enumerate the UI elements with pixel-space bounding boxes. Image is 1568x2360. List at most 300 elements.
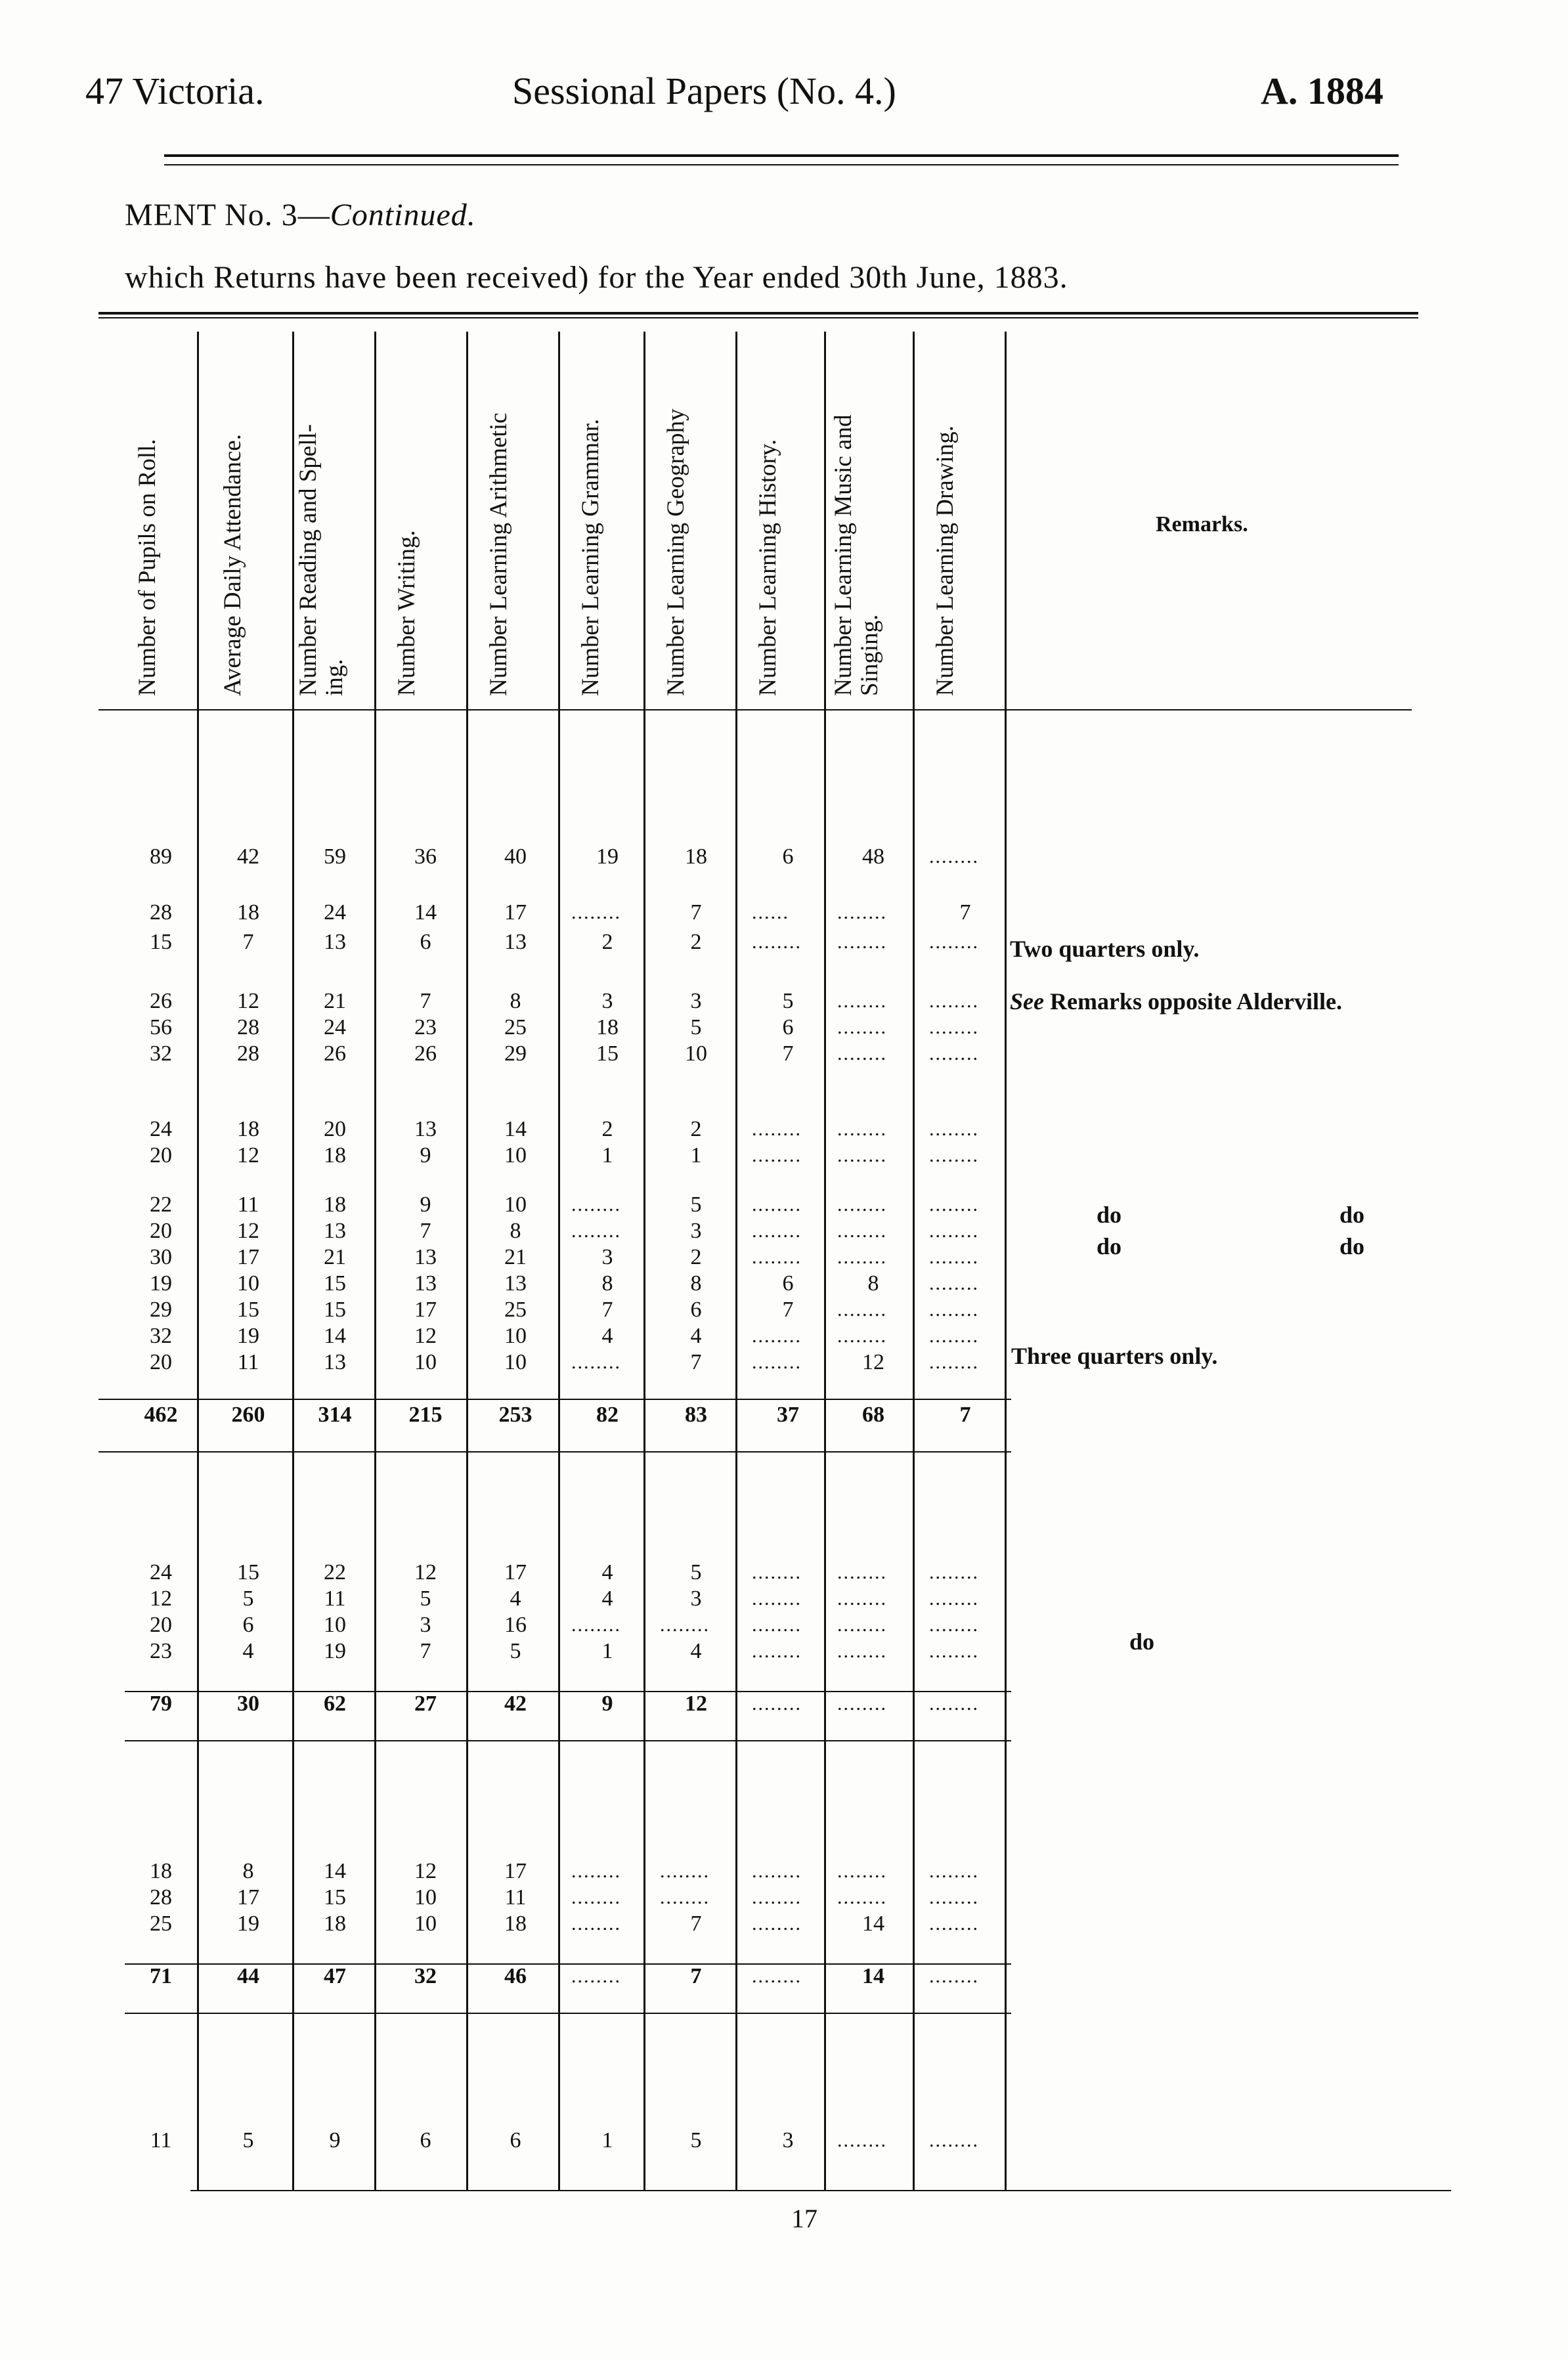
table-cell: 18	[324, 1143, 346, 1168]
table-cell: ........	[752, 931, 802, 953]
col-rule-5	[558, 332, 560, 2190]
table-cell: 19	[150, 1271, 172, 1296]
table-cell: 10	[414, 1885, 437, 1910]
table-cell: 15	[237, 1560, 259, 1584]
table-cell: 6	[420, 930, 431, 954]
table-cell: 28	[237, 1015, 259, 1039]
table-cell: 10	[504, 1192, 527, 1217]
table-cell: 10	[414, 1350, 437, 1374]
table-cell: ........	[752, 1887, 802, 1908]
table-cell: ........	[571, 1351, 621, 1373]
table-cell: 7	[242, 930, 254, 954]
table-cell: ........	[929, 931, 979, 953]
col-rule-3	[374, 332, 376, 2190]
col-head-writing: Number Writing.	[393, 530, 420, 696]
table-cell: 20	[324, 1117, 346, 1141]
table-cell: 14	[862, 1912, 884, 1936]
table-cell: 14	[862, 1964, 884, 1988]
table-cell: ........	[837, 1016, 887, 1038]
table-cell: 19	[324, 1639, 346, 1663]
col-head-grammar: Number Learning Grammar.	[577, 418, 604, 696]
table-cell: 3	[782, 2128, 794, 2152]
col-head-reading: Number Reading and Spell- ing.	[295, 424, 348, 696]
table-cell: 5	[690, 1560, 702, 1584]
table-cell: 14	[324, 1859, 346, 1883]
table-cell: 3	[420, 1613, 431, 1637]
table-cell: ........	[571, 1614, 621, 1636]
table-cell: 10	[237, 1271, 259, 1296]
table-cell: 6	[782, 1015, 794, 1039]
table-cell: 28	[237, 1041, 259, 1066]
table-cell: 17	[504, 1859, 527, 1883]
table-cell: 1	[601, 2128, 613, 2152]
subtitle-prefix: MENT No. 3—	[125, 198, 330, 232]
table-cell: 2	[690, 1245, 702, 1269]
table-cell: ........	[752, 1220, 802, 1242]
table-cell: 20	[150, 1143, 172, 1168]
table-cell: 23	[150, 1639, 172, 1663]
table-cell: 2	[690, 1117, 702, 1141]
table-cell: ........	[929, 1246, 979, 1268]
header-rule-bottom	[164, 164, 1399, 165]
table-cell: 13	[324, 930, 346, 954]
table-cell: 3	[690, 1219, 702, 1243]
table-cell: 3	[601, 989, 613, 1013]
table-cell: 1	[601, 1639, 613, 1663]
remark-see-rest: Remarks opposite Alderville.	[1043, 988, 1342, 1015]
table-cell: 260	[231, 1403, 265, 1427]
table-cell: 71	[150, 1964, 172, 1988]
table-cell: 56	[150, 1015, 172, 1039]
col-head-attendance: Average Daily Attendance.	[219, 434, 246, 696]
table-cell: 18	[324, 1192, 346, 1217]
table-cell: 32	[414, 1964, 437, 1988]
table-cell: ........	[929, 1299, 979, 1321]
table-cell: 15	[150, 930, 172, 954]
table-cell: ........	[837, 1887, 887, 1908]
table-cell: 7	[959, 1403, 971, 1427]
group1-total-rule-top	[98, 1399, 1011, 1400]
table-cell: 26	[324, 1041, 346, 1066]
table-cell: 12	[237, 1219, 259, 1243]
table-cell: 314	[318, 1403, 352, 1427]
remark-see: See	[1010, 988, 1044, 1015]
table-cell: 9	[420, 1192, 431, 1217]
table-cell: 13	[414, 1271, 437, 1296]
table-cell: 7	[420, 1219, 431, 1243]
table-cell: 7	[782, 1041, 794, 1066]
table-cell: ........	[660, 1614, 710, 1636]
table-cell: 2	[601, 930, 613, 954]
header-year: A. 1884	[1261, 70, 1383, 112]
table-cell: ........	[837, 1614, 887, 1636]
table-cell: 462	[144, 1403, 178, 1427]
table-cell: ........	[837, 1299, 887, 1321]
table-cell: ........	[837, 1588, 887, 1609]
table-cell: ........	[752, 1614, 802, 1636]
table-cell: 14	[414, 900, 437, 925]
col-head-drawing: Number Learning Drawing.	[932, 425, 959, 696]
table-cell: 10	[504, 1350, 527, 1374]
table-cell: 4	[510, 1586, 521, 1611]
table-cell: 5	[690, 1015, 702, 1039]
table-cell: 6	[420, 2128, 431, 2152]
table-cell: 89	[150, 844, 172, 869]
table-cell: 48	[862, 844, 884, 869]
table-cell: ........	[929, 1693, 979, 1715]
table-cell: 17	[237, 1245, 259, 1269]
table-cell: 12	[414, 1324, 437, 1348]
table-cell: ........	[752, 1325, 802, 1347]
table-cell: 6	[782, 844, 794, 869]
remark-do: do	[1097, 1233, 1122, 1259]
table-cell: 1	[601, 1143, 613, 1168]
remark-do: do	[1129, 1628, 1155, 1655]
table-cell: 12	[237, 1143, 259, 1168]
table-cell: 59	[324, 844, 346, 869]
table-cell: ........	[929, 1640, 979, 1662]
table-cell: ........	[752, 1965, 802, 1987]
table-cell: ........	[837, 902, 887, 923]
table-cell: ........	[752, 1145, 802, 1166]
table-cell: ........	[752, 1640, 802, 1662]
table-cell: ........	[929, 1194, 979, 1215]
header-sessional-papers: Sessional Papers (No. 4.)	[512, 70, 896, 112]
table-cell: ........	[929, 1887, 979, 1908]
table-cell: ........	[837, 1145, 887, 1166]
table-cell: 25	[504, 1015, 527, 1039]
table-cell: 6	[782, 1271, 794, 1296]
col-rule-1	[197, 332, 199, 2190]
table-cell: 12	[862, 1350, 884, 1374]
table-cell: 19	[596, 844, 619, 869]
table-cell: 12	[414, 1859, 437, 1883]
table-cell: 15	[324, 1271, 346, 1296]
table-cell: 13	[414, 1245, 437, 1269]
table-cell: 10	[414, 1912, 437, 1936]
table-cell: 15	[324, 1885, 346, 1910]
statement-subtitle	[125, 197, 476, 233]
table-cell: 9	[420, 1143, 431, 1168]
table-cell: 42	[504, 1692, 527, 1716]
table-cell: 5	[242, 1586, 254, 1611]
table-cell: 36	[414, 844, 437, 869]
table-cell: ........	[571, 1913, 621, 1934]
table-cell: ........	[837, 1246, 887, 1268]
table-cell: 12	[414, 1560, 437, 1584]
table-cell: 4	[601, 1560, 613, 1584]
header-rule-top	[164, 154, 1399, 157]
table-cell: 6	[510, 2128, 521, 2152]
table-cell: 40	[504, 844, 527, 869]
table-cell: 2	[601, 1117, 613, 1141]
table-cell: 18	[504, 1912, 527, 1936]
table-cell: 7	[690, 1964, 702, 1988]
table-cell: ........	[837, 931, 887, 953]
table-cell: 10	[504, 1324, 527, 1348]
table-cell: 11	[237, 1350, 259, 1374]
table-cell: 11	[504, 1885, 527, 1910]
col-rule-8	[824, 332, 826, 2190]
table-cell: ........	[929, 1016, 979, 1038]
table-bottom-rule	[190, 2190, 1451, 2191]
table-cell: 16	[504, 1613, 527, 1637]
table-cell: 8	[242, 1859, 254, 1883]
table-cell: 7	[601, 1298, 613, 1322]
table-cell: 18	[150, 1859, 172, 1883]
table-cell: 6	[242, 1613, 254, 1637]
col-rule-4	[466, 332, 468, 2190]
table-cell: 68	[862, 1403, 884, 1427]
table-cell: 7	[959, 900, 971, 925]
table-cell: 12	[685, 1692, 707, 1716]
page-number: 17	[791, 2204, 817, 2233]
table-cell: 18	[596, 1015, 619, 1039]
table-cell: 18	[685, 844, 707, 869]
table-cell: 4	[601, 1586, 613, 1611]
table-cell: ........	[837, 1043, 887, 1064]
table-cell: 11	[150, 2128, 172, 2152]
table-cell: 37	[777, 1403, 799, 1427]
table-cell: 21	[504, 1245, 527, 1269]
table-cell: 22	[324, 1560, 346, 1584]
table-cell: 19	[237, 1912, 259, 1936]
table-cell: 30	[237, 1692, 259, 1716]
remark-see-alderville	[1010, 988, 1342, 1015]
table-cell: ........	[752, 1693, 802, 1715]
table-cell: 8	[510, 1219, 521, 1243]
col-head-geography: Number Learning Geography	[663, 408, 689, 696]
table-cell: 26	[150, 989, 172, 1013]
remark-do: do	[1339, 1233, 1365, 1259]
table-cell: 20	[150, 1613, 172, 1637]
remark-three-quarters: Three quarters only.	[1011, 1343, 1218, 1369]
table-cell: ........	[660, 1887, 710, 1908]
table-cell: 14	[504, 1117, 527, 1141]
table-cell: 17	[237, 1885, 259, 1910]
col-head-music: Number Learning Music and Singing.	[830, 414, 883, 696]
table-cell: ........	[837, 990, 887, 1012]
table-cell: 17	[504, 1560, 527, 1584]
table-cell: 18	[237, 1117, 259, 1141]
table-cell: ........	[837, 1325, 887, 1347]
table-cell: 21	[324, 1245, 346, 1269]
table-cell: 7	[690, 900, 702, 925]
header-session: 47 Victoria.	[85, 70, 265, 112]
table-cell: 24	[150, 1560, 172, 1584]
table-cell: 18	[237, 900, 259, 925]
header-bottom-rule	[98, 709, 1412, 710]
table-cell: 2	[690, 930, 702, 954]
table-cell: ......	[752, 902, 789, 923]
table-cell: ........	[929, 1145, 979, 1166]
table-cell: 46	[504, 1964, 527, 1988]
table-cell: 8	[690, 1271, 702, 1296]
table-cell: ........	[571, 1887, 621, 1908]
table-cell: ........	[929, 990, 979, 1012]
table-cell: 13	[324, 1350, 346, 1374]
table-cell: 5	[782, 989, 794, 1013]
table-cell: ........	[571, 1860, 621, 1882]
table-cell: 15	[237, 1298, 259, 1322]
table-cell: 13	[414, 1117, 437, 1141]
table-cell: 17	[414, 1298, 437, 1322]
table-cell: ........	[752, 1246, 802, 1268]
table-cell: ........	[571, 1194, 621, 1215]
table-cell: 7	[690, 1912, 702, 1936]
table-top-rule	[98, 312, 1418, 315]
table-cell: 22	[150, 1192, 172, 1217]
col-rule-10	[1005, 332, 1007, 2190]
table-cell: 83	[685, 1403, 707, 1427]
table-cell: 28	[150, 1885, 172, 1910]
table-cell: ........	[929, 846, 979, 867]
table-cell: 44	[237, 1964, 259, 1988]
table-cell: 5	[510, 1639, 521, 1663]
table-cell: 215	[408, 1403, 443, 1427]
remark-two-quarters: Two quarters only.	[1010, 936, 1200, 962]
table-cell: 1	[690, 1143, 702, 1168]
col-head-history: Number Learning History.	[754, 439, 781, 696]
table-cell: ........	[837, 1562, 887, 1583]
table-cell: 9	[601, 1692, 613, 1716]
table-cell: 5	[690, 1192, 702, 1217]
subtitle-continued: Continued.	[330, 198, 476, 232]
table-cell: 24	[324, 900, 346, 925]
table-cell: ........	[929, 1562, 979, 1583]
table-cell: 82	[596, 1403, 619, 1427]
table-cell: 8	[601, 1271, 613, 1296]
table-cell: ........	[929, 1118, 979, 1140]
table-cell: 25	[504, 1298, 527, 1322]
table-cell: ........	[837, 1860, 887, 1882]
table-cell: ........	[929, 1860, 979, 1882]
table-cell: 18	[324, 1912, 346, 1936]
table-cell: 10	[685, 1041, 707, 1066]
table-cell: 8	[510, 989, 521, 1013]
table-cell: ........	[837, 1640, 887, 1662]
table-cell: ........	[929, 1043, 979, 1064]
table-cell: ........	[929, 1351, 979, 1373]
table-cell: ........	[929, 1220, 979, 1242]
table-cell: 25	[150, 1912, 172, 1936]
table-cell: 4	[242, 1639, 254, 1663]
table-cell: 3	[601, 1245, 613, 1269]
group3-total-rule-bottom	[125, 2013, 1011, 2014]
table-cell: 7	[420, 989, 431, 1013]
table-cell: ........	[752, 1913, 802, 1934]
table-cell: 47	[324, 1964, 346, 1988]
table-cell: 8	[867, 1271, 879, 1296]
table-cell: 24	[150, 1117, 172, 1141]
table-cell: 3	[690, 989, 702, 1013]
col-head-remarks: Remarks.	[1156, 512, 1248, 536]
table-cell: 12	[150, 1586, 172, 1611]
table-cell: ........	[929, 1614, 979, 1636]
table-cell: 14	[324, 1324, 346, 1348]
table-cell: ........	[929, 1965, 979, 1987]
table-cell: ........	[929, 1325, 979, 1347]
col-head-pupils: Number of Pupils on Roll.	[134, 439, 161, 696]
table-cell: 5	[420, 1586, 431, 1611]
table-cell: ........	[571, 902, 621, 923]
table-cell: 10	[504, 1143, 527, 1168]
table-cell: 27	[414, 1692, 437, 1716]
table-cell: 12	[237, 989, 259, 1013]
table-cell: 19	[237, 1324, 259, 1348]
table-cell: ........	[752, 1562, 802, 1583]
col-rule-9	[913, 332, 915, 2190]
table-cell: 7	[420, 1639, 431, 1663]
table-cell: ........	[752, 1351, 802, 1373]
table-cell: 15	[596, 1041, 619, 1066]
table-cell: 5	[690, 2128, 702, 2152]
table-top-rule-thin	[98, 317, 1418, 318]
table-cell: ........	[929, 1588, 979, 1609]
table-cell: 9	[329, 2128, 341, 2152]
table-cell: ........	[752, 1588, 802, 1609]
table-cell: 62	[324, 1692, 346, 1716]
col-rule-6	[643, 332, 645, 2190]
table-cell: 13	[504, 1271, 527, 1296]
table-cell: 7	[782, 1298, 794, 1322]
table-cell: 23	[414, 1015, 437, 1039]
table-cell: 30	[150, 1245, 172, 1269]
table-cell: 29	[504, 1041, 527, 1066]
col-head-arithmetic: Number Learning Arithmetic	[485, 412, 512, 696]
table-cell: ........	[837, 1220, 887, 1242]
table-cell: 26	[414, 1041, 437, 1066]
table-cell: 29	[150, 1298, 172, 1322]
table-cell: 21	[324, 989, 346, 1013]
table-cell: 3	[690, 1586, 702, 1611]
table-cell: ........	[571, 1220, 621, 1242]
remark-do: do	[1339, 1202, 1365, 1228]
table-cell: ........	[660, 1860, 710, 1882]
col-rule-2	[292, 332, 294, 2190]
table-cell: 17	[504, 900, 527, 925]
table-cell: 11	[324, 1586, 346, 1611]
table-cell: 6	[690, 1298, 702, 1322]
table-cell: 11	[237, 1192, 259, 1217]
group1-total-rule-bottom	[98, 1451, 1011, 1453]
table-cell: 7	[690, 1350, 702, 1374]
table-cell: ........	[929, 2130, 979, 2151]
group2-total-rule-bottom	[125, 1740, 1011, 1741]
remark-do: do	[1097, 1202, 1122, 1228]
table-cell: 5	[242, 2128, 254, 2152]
table-cell: 10	[324, 1613, 346, 1637]
table-cell: ........	[837, 1118, 887, 1140]
statement-period: which Returns have been received) for the Year ended 30th June, 1883.	[125, 260, 1068, 295]
table-cell: 20	[150, 1350, 172, 1374]
table-cell: ........	[929, 1273, 979, 1294]
table-cell: 32	[150, 1324, 172, 1348]
table-cell: ........	[752, 1194, 802, 1215]
table-cell: 4	[690, 1324, 702, 1348]
table-cell: 28	[150, 900, 172, 925]
table-cell: ........	[837, 1194, 887, 1215]
table-cell: ........	[837, 1693, 887, 1715]
table-cell: 4	[601, 1324, 613, 1348]
table-cell: 13	[324, 1219, 346, 1243]
table-cell: 20	[150, 1219, 172, 1243]
table-cell: 15	[324, 1298, 346, 1322]
table-cell: 24	[324, 1015, 346, 1039]
table-cell: 79	[150, 1692, 172, 1716]
table-cell: 4	[690, 1639, 702, 1663]
table-cell: ........	[752, 1118, 802, 1140]
